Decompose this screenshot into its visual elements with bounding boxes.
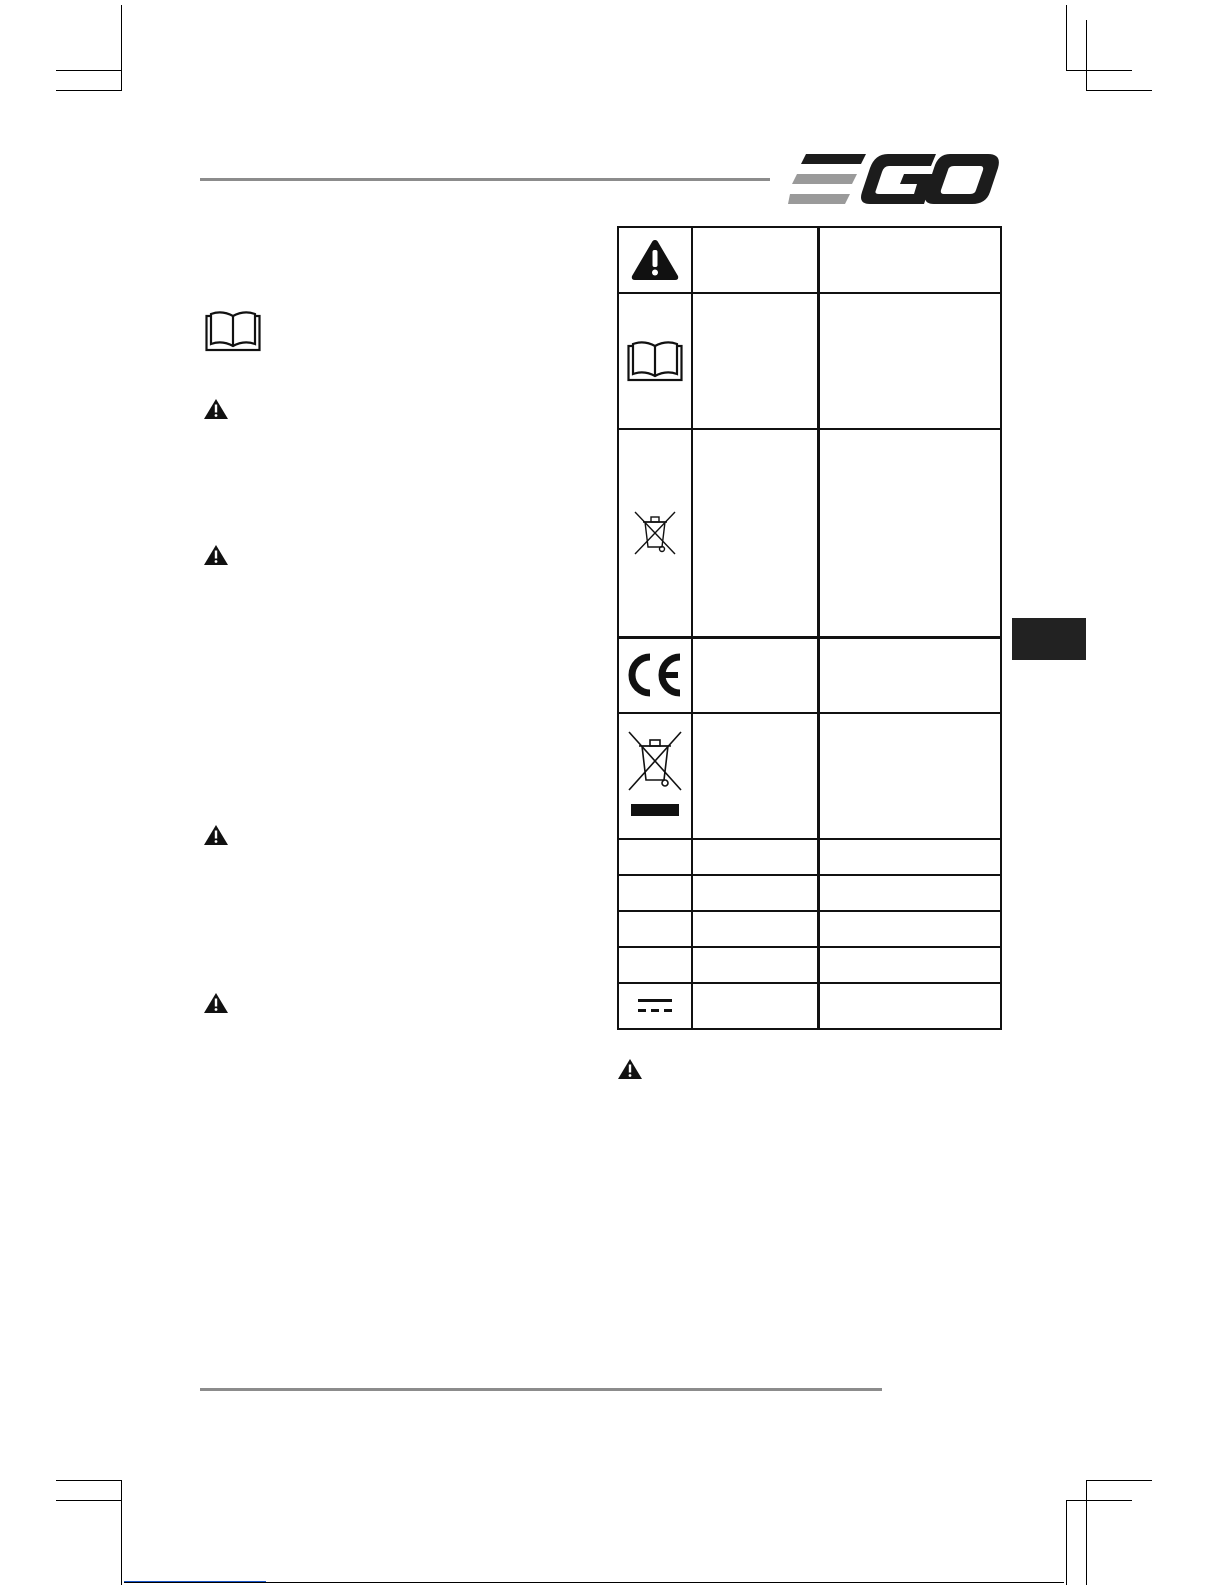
symbol-description [819, 429, 1002, 637]
crop-mark [56, 90, 122, 91]
crop-mark [56, 70, 122, 71]
symbol-description [819, 875, 1002, 911]
chapter-tab [1012, 618, 1086, 660]
symbol-cell [618, 637, 692, 713]
direct-current-icon [637, 996, 673, 1016]
table-row [618, 713, 1001, 839]
warning-icon [203, 398, 229, 420]
crop-mark [56, 1500, 122, 1501]
symbol-label [692, 713, 819, 839]
read-manual-icon [627, 340, 683, 382]
symbol-description [819, 911, 1002, 947]
footer-rule [200, 1388, 882, 1391]
symbol-description [819, 839, 1002, 875]
symbol-cell [618, 947, 692, 983]
header-rule [200, 178, 770, 181]
table-row [618, 429, 1001, 637]
symbol-description [819, 637, 1002, 713]
table-row [618, 637, 1001, 713]
symbol-label [692, 637, 819, 713]
symbol-cell [618, 875, 692, 911]
symbol-cell [618, 713, 692, 839]
symbol-cell [618, 911, 692, 947]
bottom-edge-line [124, 1582, 1064, 1583]
warning-icon [203, 992, 229, 1014]
crop-mark [1086, 20, 1087, 91]
crop-mark [1086, 1480, 1087, 1585]
table-row [618, 911, 1001, 947]
ego-logo [788, 150, 1000, 206]
table-row [618, 875, 1001, 911]
crop-mark [1066, 70, 1132, 71]
symbol-description [819, 713, 1002, 839]
warning-icon [617, 1058, 643, 1080]
table-row [618, 947, 1001, 983]
table-row [618, 983, 1001, 1029]
table-row [618, 227, 1001, 293]
symbol-cell [618, 839, 692, 875]
symbol-label [692, 429, 819, 637]
crop-mark [1086, 90, 1152, 91]
symbol-label [692, 227, 819, 293]
crop-mark [1066, 1500, 1067, 1585]
crop-mark [56, 1480, 122, 1481]
crop-mark [121, 5, 122, 91]
symbol-label [692, 875, 819, 911]
table-row [618, 839, 1001, 875]
crop-mark [1066, 5, 1067, 71]
symbol-cell [618, 293, 692, 429]
symbol-description [819, 983, 1002, 1029]
symbol-cell [618, 227, 692, 293]
symbol-description [819, 227, 1002, 293]
crossed-out-wheelie-bin-with-bar-icon [625, 728, 685, 824]
symbol-label [692, 839, 819, 875]
crop-mark [1086, 1480, 1152, 1481]
symbol-cell [618, 429, 692, 637]
warning-icon [203, 544, 229, 566]
crop-mark [1066, 1500, 1132, 1501]
crop-mark [121, 1480, 122, 1585]
symbol-description [819, 947, 1002, 983]
symbol-label [692, 947, 819, 983]
symbol-cell [618, 983, 692, 1029]
warning-icon [203, 824, 229, 846]
symbols-table [617, 226, 1002, 1030]
symbol-description [819, 293, 1002, 429]
symbol-label [692, 911, 819, 947]
symbol-label [692, 983, 819, 1029]
table-row [618, 293, 1001, 429]
crossed-out-wheelie-bin-icon [632, 509, 678, 557]
read-manual-icon [205, 310, 261, 352]
ce-mark-icon [624, 651, 686, 699]
symbol-label [692, 293, 819, 429]
warning-triangle-icon [630, 238, 680, 282]
